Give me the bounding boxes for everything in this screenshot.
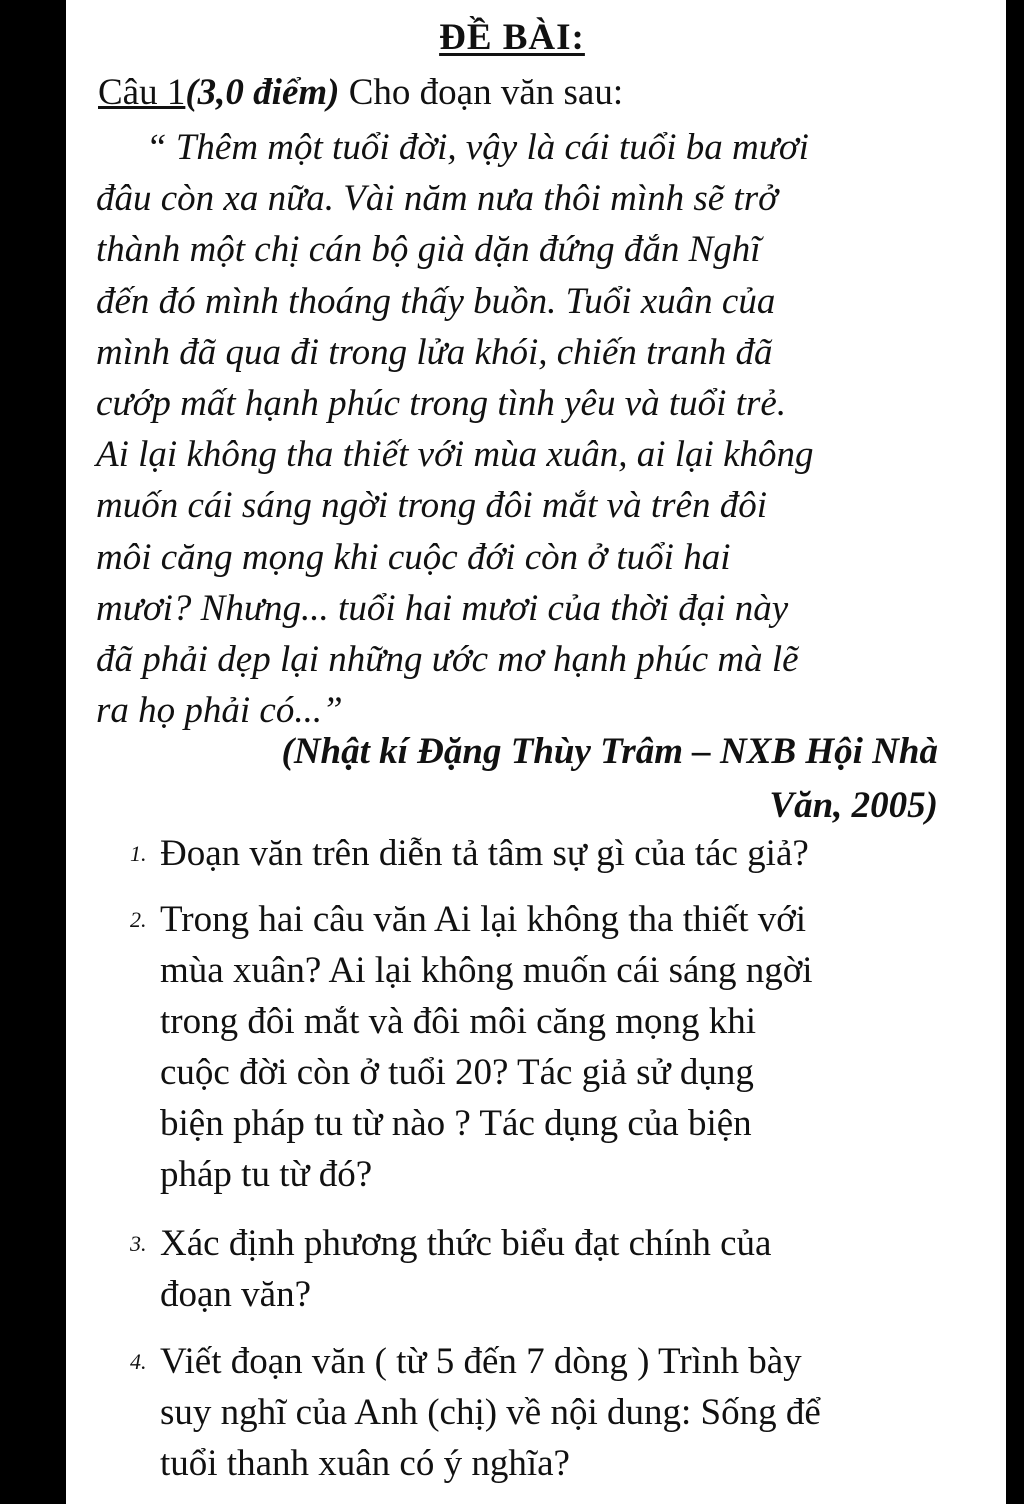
sub-question-2 <box>130 894 950 1200</box>
sub-question-line: Xác định phương thức biểu đạt chính của <box>160 1223 772 1264</box>
sub-question-line: pháp tu từ đó? <box>160 1154 373 1195</box>
question-1-points: (3,0 điểm) <box>185 72 340 113</box>
sub-question-number: 4. <box>130 1349 147 1374</box>
passage-line: “ Thêm một tuổi đời, vậy là cái tuổi ba mươi <box>146 127 809 168</box>
passage-line: Ai lại không tha thiết với mùa xuân, ai lại không <box>96 434 814 476</box>
page-title: ĐỀ BÀI: <box>439 17 585 58</box>
passage-line: đã phải dẹp lại những ước mơ hạnh phúc mà lẽ <box>96 639 799 681</box>
question-1-intro: Cho đoạn văn sau: <box>339 72 624 113</box>
sub-question-line: tuổi thanh xuân có ý nghĩa? <box>160 1443 570 1484</box>
sub-question-number: 1. <box>130 841 147 866</box>
passage-line: muốn cái sáng ngời trong đôi mắt và trên đôi <box>96 485 767 527</box>
sub-question-line: Đoạn văn trên diễn tả tâm sự gì của tác giả? <box>160 833 809 874</box>
question-1-label: Câu 1 <box>98 72 186 113</box>
sub-question-3 <box>130 1218 950 1320</box>
sub-question-1 <box>130 828 950 879</box>
sub-question-line: đoạn văn? <box>160 1274 312 1315</box>
sub-question-line: Viết đoạn văn ( từ 5 đến 7 dòng ) Trình bày <box>160 1341 802 1382</box>
sub-question-line: mùa xuân? Ai lại không muốn cái sáng ngời <box>160 950 813 991</box>
source-line: Văn, 2005) <box>769 785 938 826</box>
sub-question-number: 2. <box>130 907 147 932</box>
passage-line: mình đã qua đi trong lửa khói, chiến tranh đã <box>96 331 773 373</box>
sub-question-line: biện pháp tu từ nào ? Tác dụng của biện <box>160 1103 752 1144</box>
passage-line: thành một chị cán bộ già dặn đứng đắn Nghĩ <box>96 229 761 271</box>
passage-line: mươi? Nhưng... tuổi hai mươi của thời đại này <box>96 587 789 629</box>
passage-line: ra họ phải có...” <box>96 690 343 732</box>
sub-question-line: cuộc đời còn ở tuổi 20? Tác giả sử dụng <box>160 1052 754 1093</box>
passage-source <box>96 725 938 833</box>
sub-question-4 <box>130 1336 950 1489</box>
quoted-passage <box>96 122 946 736</box>
source-line: (Nhật kí Đặng Thùy Trâm – NXB Hội Nhà <box>281 731 938 772</box>
sub-question-number: 3. <box>130 1231 147 1256</box>
question-1-heading <box>98 70 623 116</box>
passage-line: cướp mất hạnh phúc trong tình yêu và tuổi trẻ. <box>96 383 787 425</box>
sub-question-line: suy nghĩ của Anh (chị) về nội dung: Sống để <box>160 1392 821 1433</box>
passage-line: môi căng mọng khi cuộc đới còn ở tuổi hai <box>96 536 731 578</box>
sub-question-line: Trong hai câu văn Ai lại không tha thiết với <box>160 899 807 940</box>
sub-question-line: trong đôi mắt và đôi môi căng mọng khi <box>160 1001 757 1042</box>
passage-line: đến đó mình thoáng thấy buồn. Tuổi xuân của <box>96 280 776 322</box>
passage-line: đâu còn xa nữa. Vài năm nưa thôi mình sẽ trở <box>96 178 778 220</box>
